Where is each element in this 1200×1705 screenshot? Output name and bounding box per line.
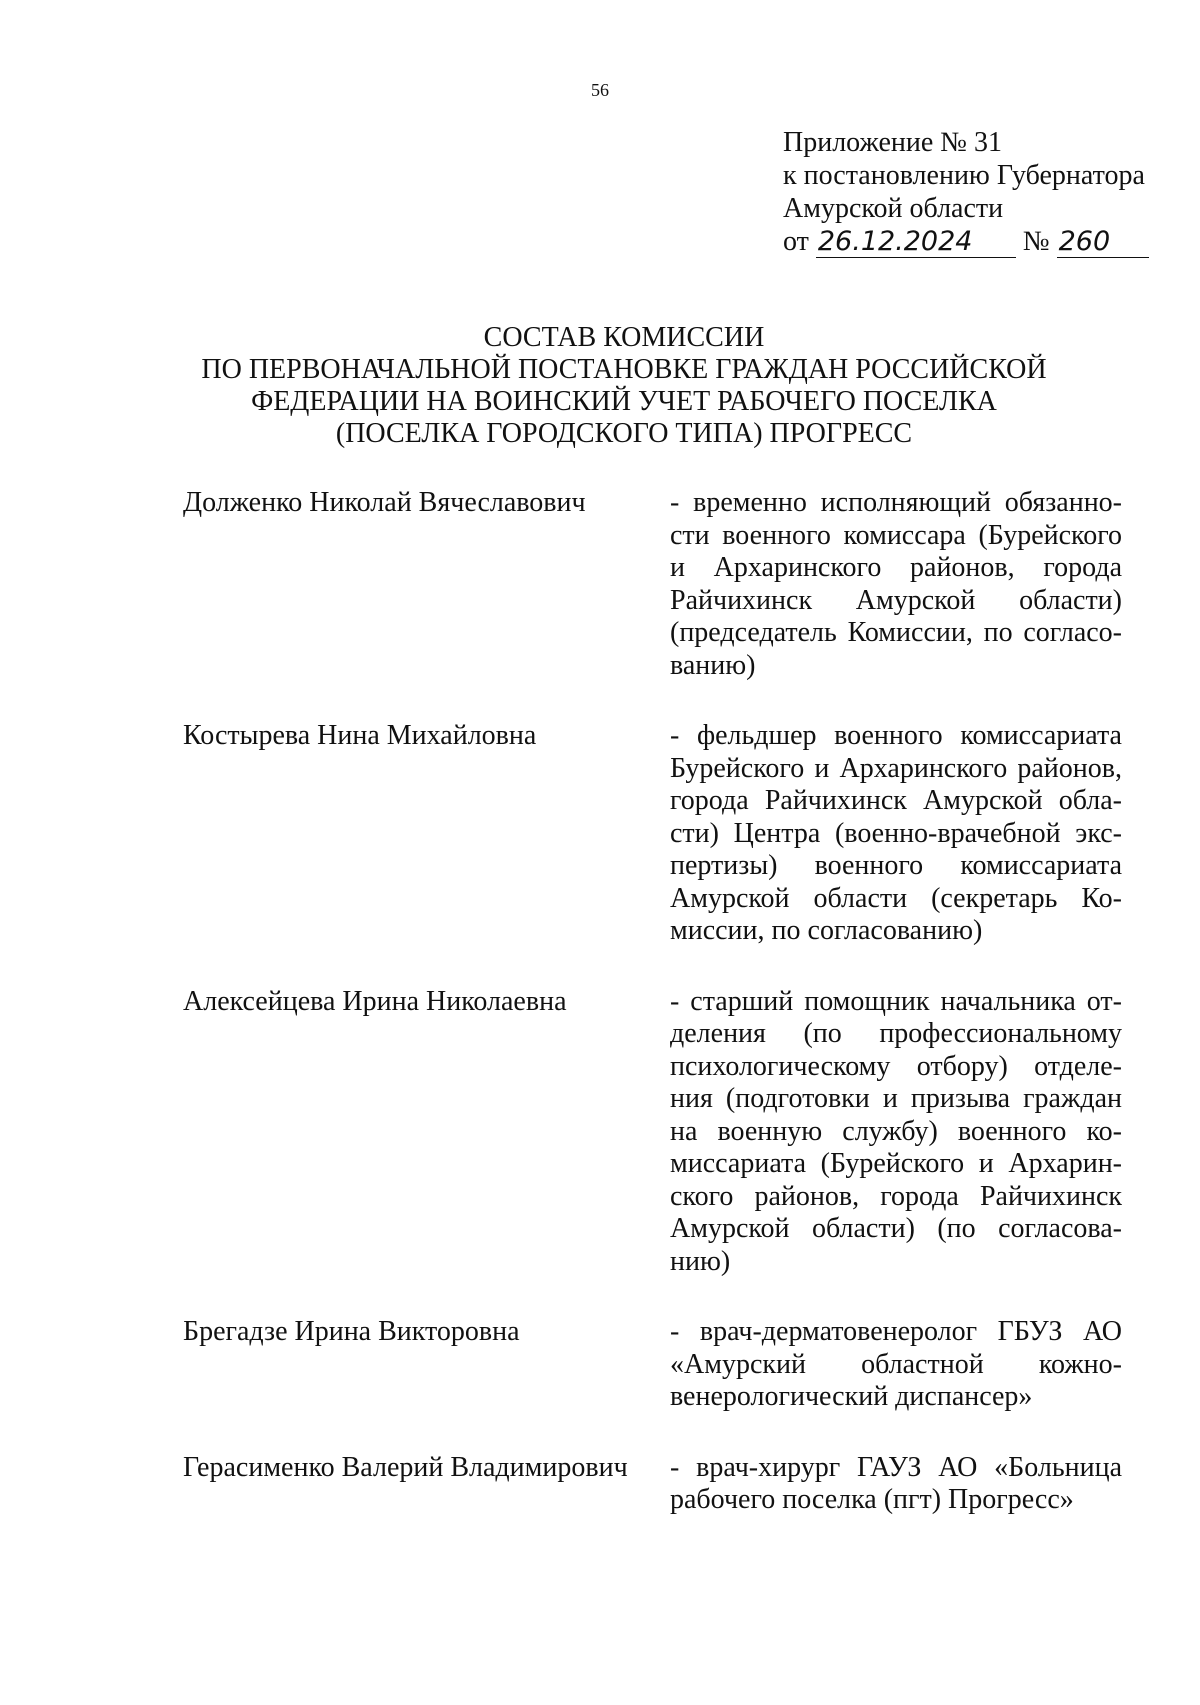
document-title — [150, 322, 1098, 450]
role-line: (председатель Комиссии, по согласо- — [670, 617, 1122, 648]
role-line: - фельдшер военного комиссариата — [670, 720, 1122, 751]
title-line: СОСТАВ КОМИССИИ — [483, 322, 765, 353]
member-role — [670, 1316, 1122, 1414]
member-name: Костырева Нина Михайловна — [183, 720, 537, 751]
members-list — [183, 487, 1133, 1517]
member-entry — [183, 487, 1133, 682]
role-line: - врач-хирург ГАУЗ АО «Больница — [670, 1451, 1122, 1483]
member-entry — [183, 720, 1133, 948]
role-line: на военную службу) военного ко- — [670, 1115, 1122, 1147]
annex-region: Амурской области — [783, 193, 1004, 224]
member-name: Брегадзе Ирина Викторовна — [183, 1316, 520, 1347]
page-number: 56 — [591, 80, 609, 100]
role-line: «Амурский областной кожно- — [670, 1348, 1122, 1380]
title-line: (ПОСЕЛКА ГОРОДСКОГО ТИПА) ПРОГРЕСС — [335, 418, 913, 449]
member-role — [670, 487, 1122, 682]
member-name: Герасименко Валерий Владимирович — [183, 1451, 628, 1483]
role-line: сти военного комиссара (Бурейского — [670, 519, 1122, 551]
member-role — [670, 720, 1122, 948]
title-line: ФЕДЕРАЦИИ НА ВОИНСКИЙ УЧЕТ РАБОЧЕГО ПОСЕЛКА — [251, 386, 997, 417]
member-entry — [183, 1316, 1133, 1414]
annex-block — [783, 126, 1149, 258]
member-entry — [183, 1452, 1133, 1517]
title-line: ПО ПЕРВОНАЧАЛЬНОЙ ПОСТАНОВКЕ ГРАЖДАН РОССИЙСКОЙ — [201, 354, 1047, 385]
member-name: Алексейцева Ирина Николаевна — [183, 985, 567, 1017]
role-line: рабочего поселка (пгт) Прогресс» — [670, 1484, 1074, 1515]
role-line: психологическому отбору) отделе- — [670, 1050, 1122, 1082]
role-line: Амурской области) (по согласова- — [670, 1213, 1122, 1244]
annex-decree-ref: к постановлению Губернатора — [783, 160, 1145, 191]
role-line: - врач-дерматовенеролог ГБУЗ АО — [670, 1316, 1122, 1347]
role-line: сти) Центра (военно-врачебной экс- — [670, 817, 1122, 849]
role-line: миссариата (Бурейского и Архарин- — [670, 1148, 1122, 1179]
role-line: пертизы) военного комиссариата — [670, 850, 1122, 881]
role-line: Амурской области (секретарь Ко- — [670, 882, 1122, 914]
member-role — [670, 1452, 1122, 1517]
role-line: ния (подготовки и призыва граждан — [670, 1083, 1122, 1114]
from-label: от — [783, 226, 809, 257]
role-line: Бурейского и Архаринского районов, — [670, 752, 1122, 784]
role-line: города Райчихинск Амурской обла- — [670, 785, 1122, 816]
annex-date-number-row — [783, 225, 1149, 258]
role-line: ского районов, города Райчихинск — [670, 1180, 1122, 1212]
role-line: венерологический диспансер» — [670, 1381, 1033, 1412]
annex-title: Приложение № 31 — [783, 127, 1002, 158]
role-line: ванию) — [670, 649, 756, 681]
number-label: № — [1022, 226, 1050, 257]
member-role — [670, 986, 1122, 1279]
role-line: и Архаринского районов, города — [670, 552, 1122, 583]
role-line: деления (по профессиональному — [670, 1018, 1122, 1049]
handwritten-date: 26.12.2024 — [816, 227, 1016, 258]
role-line: миссии, по согласованию) — [670, 915, 983, 946]
role-line: Райчихинск Амурской области) — [670, 584, 1122, 616]
role-line: нию) — [670, 1245, 731, 1277]
handwritten-number: 260 — [1057, 227, 1149, 258]
role-line: - старший помощник начальника от- — [670, 985, 1122, 1017]
member-entry — [183, 986, 1133, 1279]
role-line: - временно исполняющий обязанно- — [670, 487, 1122, 518]
member-name: Долженко Николай Вячеславович — [183, 487, 586, 518]
